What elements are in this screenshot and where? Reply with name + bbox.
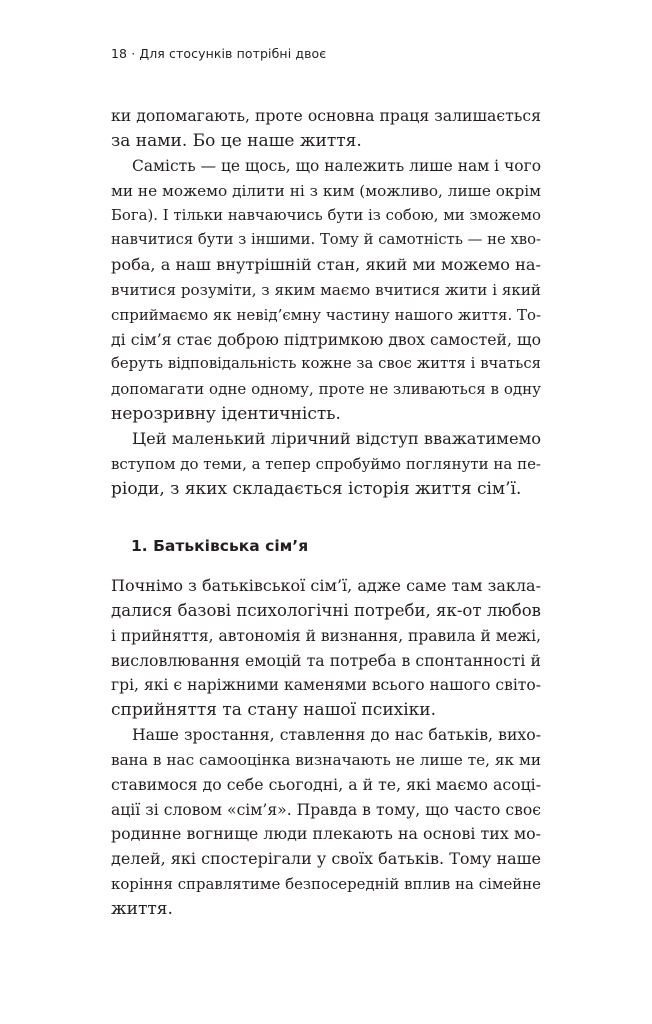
text-line: допомагати одне одному, проте не зливаються в одну <box>111 380 541 399</box>
text-line: коріння справлятиме безпосередній вплив на сімейне <box>111 875 541 894</box>
page-number: 18 <box>111 46 128 61</box>
text-line: беруть відповідальність кожне за своє життя і вчаться <box>111 355 541 373</box>
running-header <box>111 46 326 61</box>
text-line: Самість — це щось, що належить лише нам і чого <box>132 156 541 175</box>
text-line: ації зі словом «сім’я». Правда в тому, що часто своє <box>111 800 541 819</box>
section-heading: 1. Батьківська сім’я <box>131 537 309 555</box>
text-line: нерозривну ідентичність. <box>111 404 341 425</box>
text-line: сприйняття та стану нашої психіки. <box>111 700 437 721</box>
text-line: делей, які спостерігали у своїх батьків. Тому наше <box>111 849 541 869</box>
text-line: родинне вогнище люди плекають на основі тих мо- <box>111 824 541 844</box>
text-line: Наше зростання, ставлення до нас батьків, вихо- <box>132 725 541 745</box>
text-line: навчитися бути з іншими. Тому й самотність — не хво- <box>111 231 541 249</box>
text-line: вчитися розуміти, з яким маємо вчитися жити і який <box>111 280 541 299</box>
text-line: сприймаємо як невід’ємну частину нашого життя. То- <box>111 305 541 324</box>
text-line: далися базові психологічні потреби, як-от любов <box>111 600 541 620</box>
chapter-title: Для стосунків потрібні двоє <box>139 46 327 61</box>
text-line: ді сім’я стає доброю підтримкою двох самостей, що <box>111 329 541 349</box>
text-line: за нами. Бо це наше життя. <box>111 130 362 151</box>
text-line: ставимося до себе сьогодні, а й те, які маємо асоці- <box>111 774 541 794</box>
body-text-section-2 <box>111 574 541 922</box>
text-line: вана в нас самооцінка визначають не лише те, як ми <box>111 750 541 769</box>
text-line: Цей маленький ліричний відступ вважатимемо <box>132 428 541 448</box>
body-text-section-1 <box>111 104 541 502</box>
text-line: життя. <box>111 898 173 919</box>
text-line: ріоди, з яких складається історія життя сім’ї. <box>111 478 522 499</box>
text-line: ки допомагають, проте основна праця залишається <box>111 106 541 125</box>
text-line: роба, а наш внутрішній стан, який ми можемо на- <box>111 255 541 275</box>
text-line: Бога). І тільки навчаючись бути із собою, ми зможемо <box>111 206 541 225</box>
text-line: висловлювання емоцій та потреба в спонтанності й <box>111 650 541 670</box>
text-line: грі, які є наріжними каменями всього нашого світо- <box>111 676 541 695</box>
text-line: і прийняття, автономія й визнання, правила й межі, <box>111 626 541 645</box>
header-separator: · <box>131 46 136 61</box>
text-line: Почнімо з батьківської сім’ї, адже саме там закла- <box>111 576 541 595</box>
text-line: вступом до теми, а тепер спробуймо поглянути на пе- <box>111 454 541 473</box>
text-line: ми не можемо ділити ні з ким (можливо, лише окрім <box>111 181 541 200</box>
